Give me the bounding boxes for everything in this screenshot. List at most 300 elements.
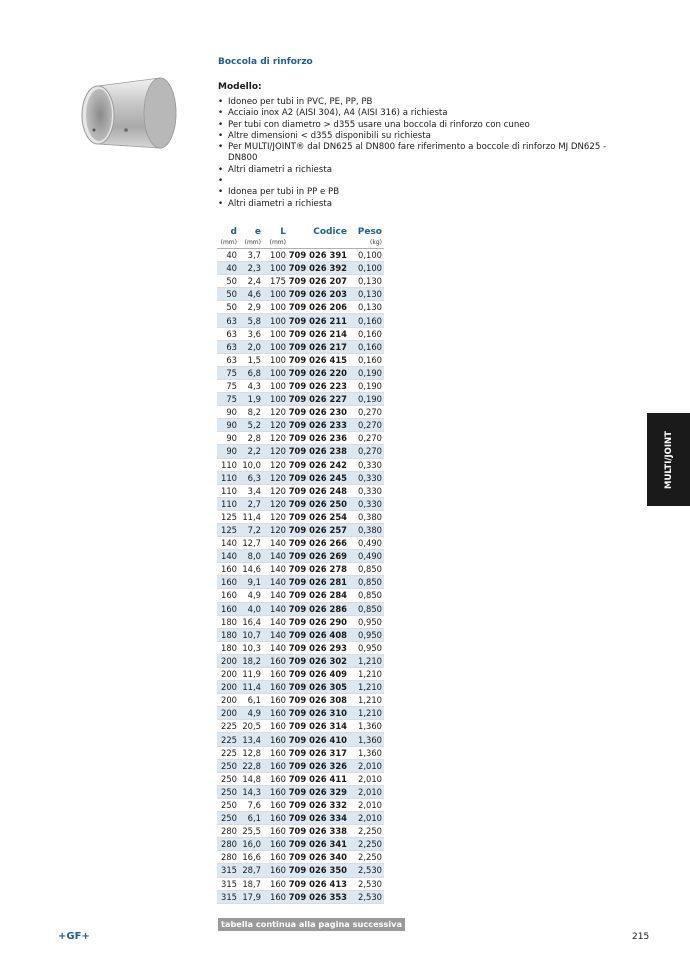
unit-label: (mm) (239, 237, 263, 249)
cell-codice: 709 026 254 (288, 511, 347, 522)
table-row (217, 602, 384, 615)
cell-peso: 0,100 (349, 249, 384, 262)
cell-d: 225 (217, 733, 239, 746)
cell-peso: 2,250 (349, 825, 384, 838)
table-row (217, 615, 384, 628)
cell-d: 315 (217, 864, 239, 877)
cell-codice: 709 026 334 (288, 813, 347, 824)
table-row (217, 733, 384, 746)
cell-l: 160 (263, 681, 288, 694)
cell-l: 100 (263, 301, 288, 314)
cell-codice: 709 026 236 (288, 433, 347, 444)
cell-d: 280 (217, 851, 239, 864)
cell-l: 160 (263, 864, 288, 877)
cell-l: 120 (263, 510, 288, 523)
column-header-codice: Codice (313, 227, 347, 237)
cell-codice: 709 026 250 (288, 498, 347, 509)
table-row (217, 340, 384, 353)
table-row (217, 432, 384, 445)
cell-e: 11,4 (239, 681, 263, 694)
cell-d: 90 (217, 445, 239, 458)
table-row (217, 353, 384, 366)
cell-e: 5,2 (239, 419, 263, 432)
cell-peso: 2,010 (349, 785, 384, 798)
cell-l: 160 (263, 838, 288, 851)
cell-l: 140 (263, 537, 288, 550)
cell-e: 2,3 (239, 262, 263, 275)
cell-l: 120 (263, 471, 288, 484)
cell-e: 16,0 (239, 838, 263, 851)
cell-e: 6,1 (239, 812, 263, 825)
cell-peso: 0,270 (349, 406, 384, 419)
page-title: Boccola di rinforzo (218, 57, 313, 67)
cell-e: 14,8 (239, 772, 263, 785)
cell-codice: 709 026 409 (288, 669, 347, 680)
cell-peso: 0,190 (349, 379, 384, 392)
list-item: • Altri diametri a richiesta (218, 199, 618, 210)
cell-l: 100 (263, 314, 288, 327)
cell-d: 225 (217, 720, 239, 733)
cell-e: 4,6 (239, 288, 263, 301)
cell-l: 100 (263, 393, 288, 406)
cell-d: 125 (217, 510, 239, 523)
cell-codice: 709 026 269 (288, 551, 347, 562)
cell-peso: 2,530 (349, 877, 384, 890)
table-row (217, 484, 384, 497)
cell-e: 9,1 (239, 576, 263, 589)
cell-codice: 709 026 245 (288, 472, 347, 483)
list-item: • Altre dimensioni < d355 disponibili su richiesta (218, 131, 618, 142)
table-row (217, 707, 384, 720)
cell-peso: 0,190 (349, 366, 384, 379)
cell-peso: 0,850 (349, 563, 384, 576)
table-row (217, 681, 384, 694)
cell-peso: 0,850 (349, 576, 384, 589)
table-row (217, 576, 384, 589)
cell-peso: 0,130 (349, 301, 384, 314)
page-number: 215 (632, 932, 650, 942)
cell-d: 90 (217, 419, 239, 432)
cell-d: 200 (217, 654, 239, 667)
cell-e: 1,9 (239, 393, 263, 406)
cell-codice: 709 026 411 (288, 773, 347, 784)
cell-l: 100 (263, 262, 288, 275)
cell-peso: 0,330 (349, 458, 384, 471)
cell-codice: 709 026 317 (288, 747, 347, 758)
cell-e: 2,4 (239, 275, 263, 288)
cell-codice: 709 026 332 (288, 799, 347, 810)
cell-l: 140 (263, 615, 288, 628)
continue-note: tabella continua alla pagina successiva (218, 918, 405, 931)
cell-e: 22,8 (239, 759, 263, 772)
table-row (217, 864, 384, 877)
cell-codice: 709 026 415 (288, 354, 347, 365)
cell-e: 25,5 (239, 825, 263, 838)
cell-codice: 709 026 257 (288, 525, 347, 536)
table-row (217, 825, 384, 838)
cell-e: 10,7 (239, 628, 263, 641)
cell-peso: 1,210 (349, 694, 384, 707)
table-row (217, 510, 384, 523)
cell-l: 140 (263, 628, 288, 641)
cell-peso: 1,210 (349, 707, 384, 720)
cell-l: 120 (263, 458, 288, 471)
cell-codice: 709 026 223 (288, 380, 347, 391)
cell-peso: 2,250 (349, 851, 384, 864)
cell-d: 75 (217, 366, 239, 379)
cell-d: 50 (217, 301, 239, 314)
cell-d: 63 (217, 327, 239, 340)
cell-peso: 0,190 (349, 393, 384, 406)
cell-d: 200 (217, 681, 239, 694)
table-row (217, 301, 384, 314)
cell-e: 2,9 (239, 301, 263, 314)
cell-d: 250 (217, 812, 239, 825)
list-item: • Per MULTI/JOINT® dal DN625 al DN800 fare riferimento a boccole di rinforzo MJ DN625 - DN800 (218, 142, 618, 165)
column-header-d: d (230, 227, 237, 237)
cell-d: 160 (217, 589, 239, 602)
cell-codice: 709 026 207 (288, 276, 347, 287)
cell-d: 200 (217, 694, 239, 707)
cell-codice: 709 026 353 (288, 891, 347, 902)
cell-d: 90 (217, 406, 239, 419)
cell-e: 11,4 (239, 510, 263, 523)
cell-peso: 2,010 (349, 812, 384, 825)
cell-l: 160 (263, 654, 288, 667)
cell-l: 175 (263, 275, 288, 288)
table-row (217, 851, 384, 864)
column-header-l: L (280, 227, 286, 237)
cell-peso: 0,330 (349, 497, 384, 510)
cell-d: 140 (217, 537, 239, 550)
cell-l: 100 (263, 327, 288, 340)
cell-peso: 0,950 (349, 615, 384, 628)
cell-peso: 0,950 (349, 628, 384, 641)
cell-l: 160 (263, 694, 288, 707)
cell-l: 160 (263, 812, 288, 825)
table-row (217, 327, 384, 340)
cell-codice: 709 026 286 (288, 603, 347, 614)
cell-peso: 0,270 (349, 432, 384, 445)
table-row (217, 890, 384, 903)
list-item: • Altri diametri a richiesta (218, 165, 618, 176)
cell-e: 11,9 (239, 668, 263, 681)
cell-e: 6,1 (239, 694, 263, 707)
cell-l: 160 (263, 746, 288, 759)
cell-peso: 1,360 (349, 746, 384, 759)
cell-codice: 709 026 266 (288, 538, 347, 549)
cell-l: 120 (263, 445, 288, 458)
cell-l: 100 (263, 366, 288, 379)
cell-d: 280 (217, 825, 239, 838)
cell-d: 250 (217, 785, 239, 798)
cell-codice: 709 026 410 (288, 734, 347, 745)
cell-codice: 709 026 350 (288, 865, 347, 876)
cell-l: 100 (263, 288, 288, 301)
cell-l: 140 (263, 576, 288, 589)
cell-d: 63 (217, 340, 239, 353)
cell-peso: 0,850 (349, 602, 384, 615)
cell-codice: 709 026 248 (288, 485, 347, 496)
cell-l: 140 (263, 550, 288, 563)
cell-d: 140 (217, 550, 239, 563)
cell-l: 160 (263, 720, 288, 733)
cell-codice: 709 026 308 (288, 695, 347, 706)
cell-d: 315 (217, 877, 239, 890)
cell-e: 4,0 (239, 602, 263, 615)
cell-e: 2,2 (239, 445, 263, 458)
table-row (217, 419, 384, 432)
unit-label (288, 237, 349, 249)
cell-l: 100 (263, 249, 288, 262)
cell-e: 18,2 (239, 654, 263, 667)
cell-e: 2,8 (239, 432, 263, 445)
cell-codice: 709 026 238 (288, 446, 347, 457)
cell-codice: 709 026 217 (288, 341, 347, 352)
cell-l: 160 (263, 877, 288, 890)
cell-e: 1,5 (239, 353, 263, 366)
cell-peso: 1,360 (349, 720, 384, 733)
cell-d: 90 (217, 432, 239, 445)
table-row (217, 720, 384, 733)
table-row (217, 654, 384, 667)
cell-e: 20,5 (239, 720, 263, 733)
cell-d: 250 (217, 798, 239, 811)
cell-l: 160 (263, 798, 288, 811)
cell-codice: 709 026 281 (288, 577, 347, 588)
cell-codice: 709 026 413 (288, 878, 347, 889)
cell-l: 120 (263, 419, 288, 432)
cell-peso: 0,490 (349, 550, 384, 563)
cell-l: 100 (263, 379, 288, 392)
cell-peso: 1,210 (349, 654, 384, 667)
table-row (217, 314, 384, 327)
cell-codice: 709 026 206 (288, 302, 347, 313)
table-row (217, 393, 384, 406)
cell-e: 5,8 (239, 314, 263, 327)
list-item: • Per tubi con diametro > d355 usare una boccola di rinforzo con cuneo (218, 120, 618, 131)
cell-peso: 0,130 (349, 288, 384, 301)
cell-peso: 0,130 (349, 275, 384, 288)
cell-codice: 709 026 290 (288, 616, 347, 627)
cell-codice: 709 026 329 (288, 786, 347, 797)
table-row (217, 589, 384, 602)
cell-l: 160 (263, 668, 288, 681)
cell-e: 4,3 (239, 379, 263, 392)
cell-peso: 0,490 (349, 537, 384, 550)
cell-peso: 0,380 (349, 510, 384, 523)
table-row (217, 366, 384, 379)
cell-e: 12,8 (239, 746, 263, 759)
table-row (217, 798, 384, 811)
cell-d: 40 (217, 249, 239, 262)
table-row (217, 497, 384, 510)
column-header-e: e (254, 227, 261, 237)
cell-e: 8,0 (239, 550, 263, 563)
table-row (217, 785, 384, 798)
cell-peso: 0,270 (349, 445, 384, 458)
cell-peso: 0,160 (349, 327, 384, 340)
cell-d: 280 (217, 838, 239, 851)
cell-d: 180 (217, 628, 239, 641)
cell-e: 7,6 (239, 798, 263, 811)
cell-d: 110 (217, 484, 239, 497)
table-row (217, 877, 384, 890)
cell-l: 160 (263, 759, 288, 772)
table-row (217, 641, 384, 654)
cell-codice: 709 026 391 (288, 250, 347, 261)
cell-codice: 709 026 340 (288, 852, 347, 863)
cell-codice: 709 026 214 (288, 328, 347, 339)
cell-l: 100 (263, 353, 288, 366)
cell-d: 200 (217, 668, 239, 681)
cell-peso: 0,950 (349, 641, 384, 654)
table-row (217, 550, 384, 563)
cell-e: 16,4 (239, 615, 263, 628)
cell-peso: 2,010 (349, 798, 384, 811)
cell-codice: 709 026 326 (288, 760, 347, 771)
cell-peso: 2,010 (349, 772, 384, 785)
cell-e: 28,7 (239, 864, 263, 877)
cell-e: 17,9 (239, 890, 263, 903)
table-row (217, 445, 384, 458)
table-row (217, 759, 384, 772)
cell-d: 63 (217, 314, 239, 327)
cell-peso: 1,210 (349, 681, 384, 694)
cell-peso: 0,270 (349, 419, 384, 432)
cell-peso: 0,330 (349, 471, 384, 484)
cell-e: 8,2 (239, 406, 263, 419)
table-row (217, 694, 384, 707)
cell-d: 250 (217, 759, 239, 772)
table-row (217, 471, 384, 484)
cell-l: 160 (263, 825, 288, 838)
table-row (217, 628, 384, 641)
gf-logo: +GF+ (58, 931, 90, 942)
cell-l: 160 (263, 890, 288, 903)
cell-peso: 2,010 (349, 759, 384, 772)
cell-d: 125 (217, 523, 239, 536)
cell-peso: 1,210 (349, 668, 384, 681)
cell-l: 120 (263, 523, 288, 536)
column-header-peso: Peso (357, 227, 382, 237)
cell-e: 4,9 (239, 589, 263, 602)
table-row (217, 746, 384, 759)
section-side-tab (647, 413, 690, 506)
cell-d: 110 (217, 471, 239, 484)
cell-codice: 709 026 408 (288, 629, 347, 640)
cell-e: 14,3 (239, 785, 263, 798)
cell-peso: 0,330 (349, 484, 384, 497)
table-row (217, 537, 384, 550)
cell-peso: 2,250 (349, 838, 384, 851)
cell-codice: 709 026 227 (288, 394, 347, 405)
table-row (217, 812, 384, 825)
cell-peso: 2,530 (349, 864, 384, 877)
cell-e: 10,0 (239, 458, 263, 471)
table-row (217, 249, 384, 262)
cell-codice: 709 026 305 (288, 682, 347, 693)
dimensions-table (217, 222, 384, 904)
cell-l: 120 (263, 484, 288, 497)
table-row (217, 772, 384, 785)
cell-peso: 0,850 (349, 589, 384, 602)
list-item: • Idonea per tubi in PP e PB (218, 187, 618, 198)
cell-peso: 0,160 (349, 314, 384, 327)
list-item: • Idoneo per tubi in PVC, PE, PP, PB (218, 97, 618, 108)
cell-d: 250 (217, 772, 239, 785)
cell-codice: 709 026 230 (288, 407, 347, 418)
cell-d: 63 (217, 353, 239, 366)
cell-e: 12,7 (239, 537, 263, 550)
cell-d: 75 (217, 393, 239, 406)
cell-codice: 709 026 220 (288, 367, 347, 378)
cell-peso: 0,160 (349, 340, 384, 353)
cell-e: 2,7 (239, 497, 263, 510)
cell-l: 120 (263, 497, 288, 510)
cell-e: 4,9 (239, 707, 263, 720)
cell-codice: 709 026 278 (288, 564, 347, 575)
table-row (217, 288, 384, 301)
cell-d: 75 (217, 379, 239, 392)
cell-d: 110 (217, 497, 239, 510)
cell-d: 160 (217, 602, 239, 615)
cell-e: 16,6 (239, 851, 263, 864)
cell-codice: 709 026 211 (288, 315, 347, 326)
table-row (217, 379, 384, 392)
table-row (217, 668, 384, 681)
table-row (217, 406, 384, 419)
cell-d: 110 (217, 458, 239, 471)
cell-l: 120 (263, 432, 288, 445)
sleeve-product-image (78, 72, 178, 154)
cell-l: 160 (263, 772, 288, 785)
cell-codice: 709 026 302 (288, 655, 347, 666)
table-row (217, 262, 384, 275)
cell-e: 3,4 (239, 484, 263, 497)
cell-l: 140 (263, 563, 288, 576)
cell-l: 160 (263, 785, 288, 798)
cell-e: 18,7 (239, 877, 263, 890)
cell-l: 160 (263, 707, 288, 720)
cell-codice: 709 026 233 (288, 420, 347, 431)
cell-codice: 709 026 293 (288, 642, 347, 653)
table-row (217, 838, 384, 851)
table-row (217, 563, 384, 576)
cell-codice: 709 026 338 (288, 826, 347, 837)
cell-codice: 709 026 314 (288, 721, 347, 732)
cell-codice: 709 026 341 (288, 839, 347, 850)
cell-peso: 2,530 (349, 890, 384, 903)
unit-label: (mm) (217, 237, 239, 249)
cell-d: 160 (217, 563, 239, 576)
cell-codice: 709 026 284 (288, 590, 347, 601)
cell-e: 6,8 (239, 366, 263, 379)
cell-d: 180 (217, 615, 239, 628)
cell-d: 315 (217, 890, 239, 903)
cell-e: 10,3 (239, 641, 263, 654)
table-body (217, 249, 384, 904)
cell-peso: 0,380 (349, 523, 384, 536)
unit-label: (mm) (263, 237, 288, 249)
table-row (217, 458, 384, 471)
cell-codice: 709 026 203 (288, 289, 347, 300)
cell-l: 100 (263, 340, 288, 353)
feature-list (218, 97, 618, 210)
cell-l: 160 (263, 733, 288, 746)
cell-e: 3,6 (239, 327, 263, 340)
table-row (217, 523, 384, 536)
